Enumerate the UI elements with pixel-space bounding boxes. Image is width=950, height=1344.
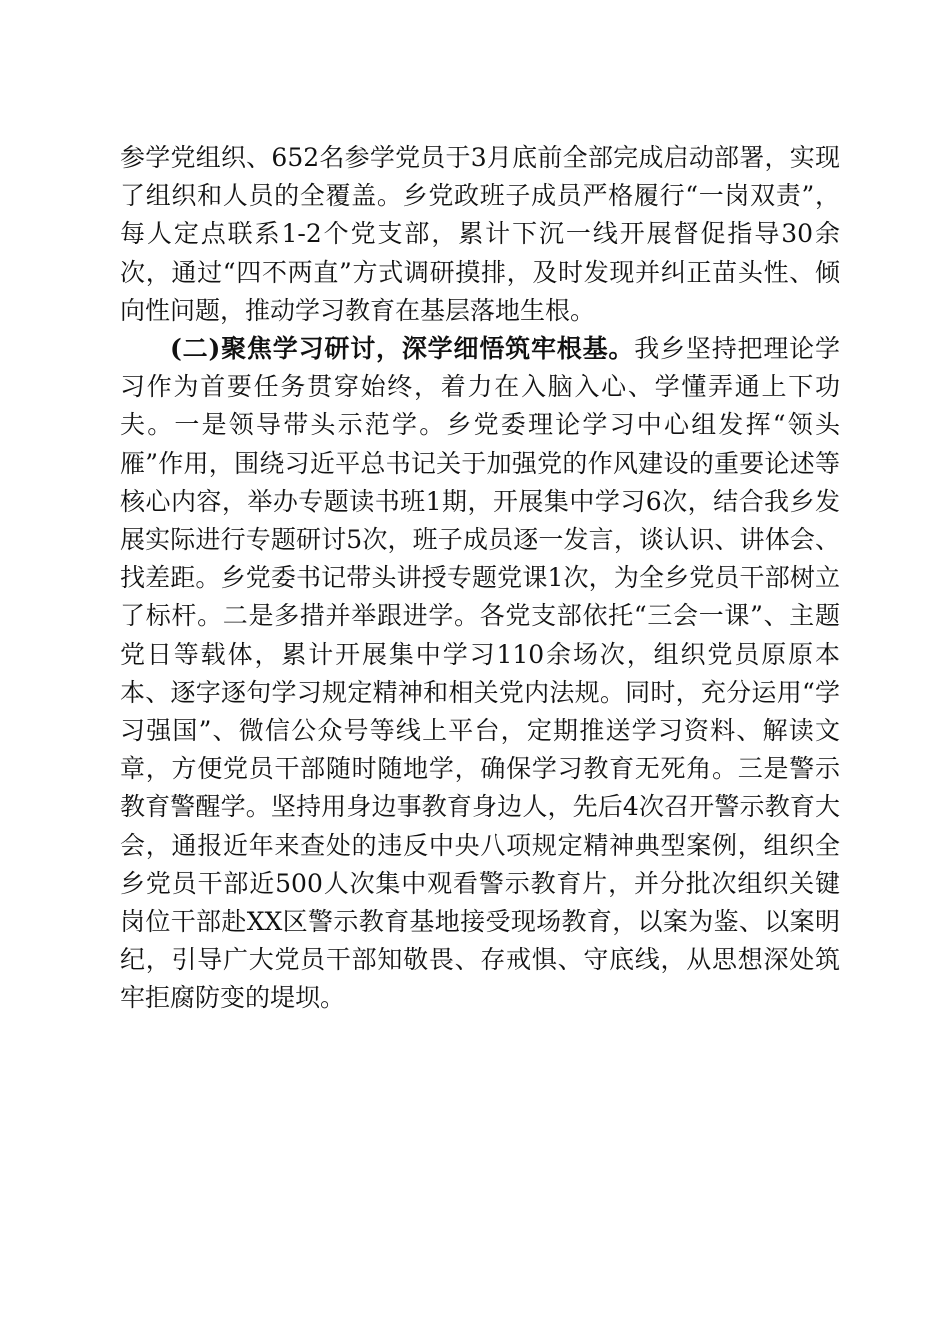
paragraph-1 [120, 139, 840, 330]
document-page [120, 139, 840, 1018]
paragraph-1-text: 参学党组织、652名参学党员于3月底前全部完成启动部署，实现了组织和人员的全覆盖。乡党政班子成员严格履行“一岗双责”，每人定点联系1-2个党支部，累计下沉一线开展督促指导30余次，通过“四不两直”方式调研摸排，及时发现并纠正苗头性、倾向性问题，推动学习教育在基层落地生根。 [120, 143, 840, 325]
paragraph-2-heading: (二)聚焦学习研讨，深学细悟筑牢根基。 [170, 334, 635, 364]
paragraph-2 [120, 330, 840, 1018]
paragraph-2-text: 我乡坚持把理论学习作为首要任务贯穿始终，着力在入脑入心、学懂弄通上下功夫。一是领导带头示范学。乡党委理论学习中心组发挥“领头雁”作用，围绕习近平总书记关于加强党的作风建设的重要论述等核心内容，举办专题读书班1期，开展集中学习6次，结合我乡发展实际进行专题研讨5次，班子成员逐一发言，谈认识、讲体会、找差距。乡党委书记带头讲授专题党课1次，为全乡党员干部树立了标杆。二是多措并举跟进学。各党支部依托“三会一课”、主题党日等载体，累计开展集中学习110余场次，组织党员原原本本、逐字逐句学习规定精神和相关党内法规。同时，充分运用“学习强国”、微信公众号等线上平台，定期推送学习资料、解读文章，方便党员干部随时随地学，确保学习教育无死角。三是警示教育警醒学。坚持用身边事教育身边人，先后4次召开警示教育大会，通报近年来查处的违反中央八项规定精神典型案例，组织全乡党员干部近500人次集中观看警示教育片，并分批次组织关键岗位干部赴XX区警示教育基地接受现场教育，以案为鉴、以案明纪，引导广大党员干部知敬畏、存戒惧、守底线，从思想深处筑牢拒腐防变的堤坝。 [120, 334, 840, 1013]
